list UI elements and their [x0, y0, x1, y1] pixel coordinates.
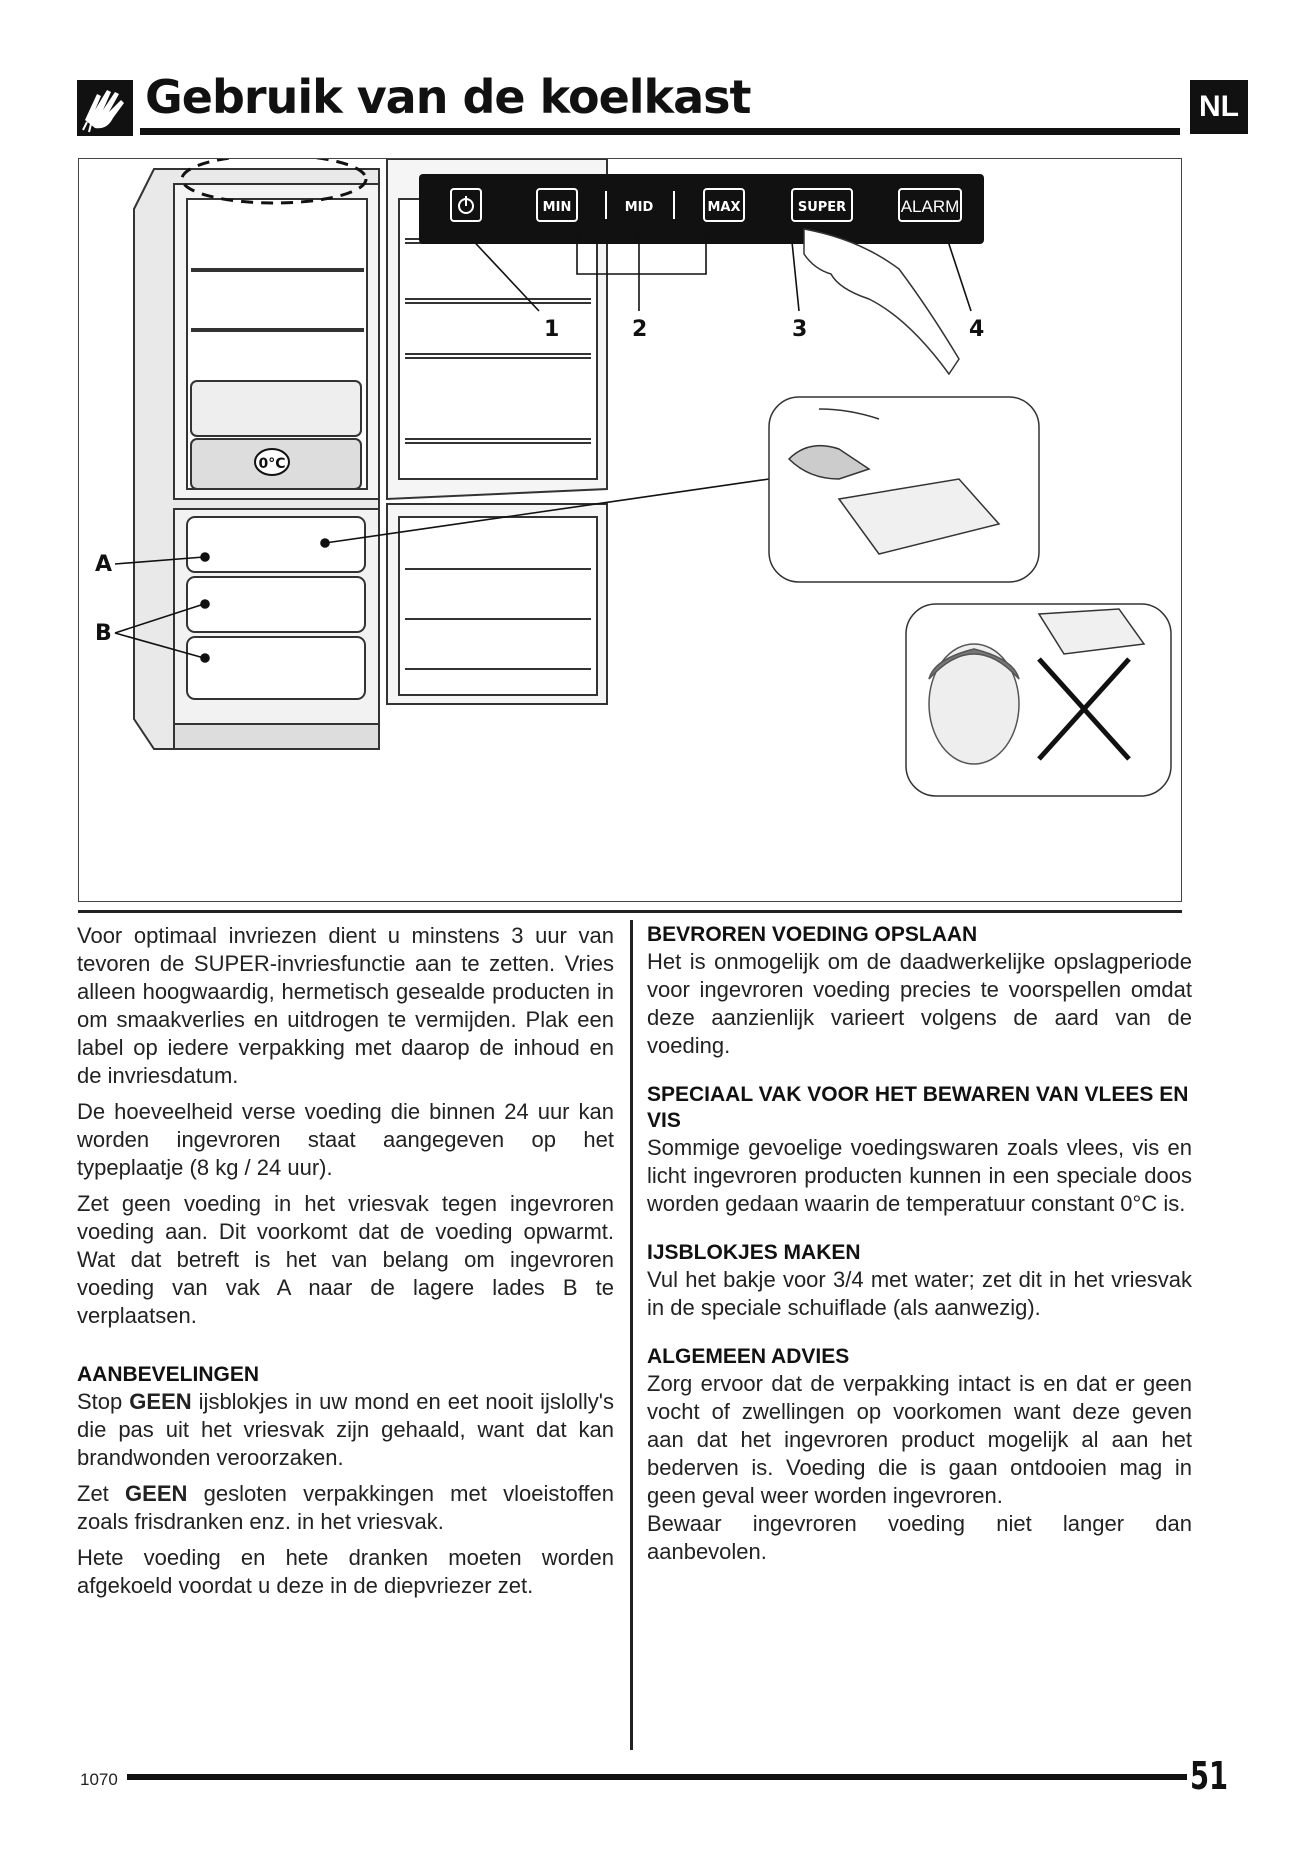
max-button-label: MAX [707, 200, 741, 215]
paragraph: Voor optimaal invriezen dient u minstens 3 uur van tevoren de SUPER-invriesfunctie aan te zetten. Vries alleen hoogwaardig, hermetisch gesealde producten in om smaakverlies en uitdrogen te vermijden. Plak een label op iedere verpakking met daarop de inhoud en de invriesdatum. [77, 923, 614, 1088]
section-heading: IJSBLOKJES MAKEN [647, 1241, 861, 1264]
min-button-label: MIN [542, 200, 572, 215]
zero-degree-label: 0°C [258, 456, 286, 472]
paragraph: Stop GEEN ijsblokjes in uw mond en eet nooit ijslolly's die pas uit het vriesvak zijn gehaald, want dat kan brandwonden veroorzaken. [77, 1389, 614, 1470]
fridge-illustration [78, 158, 1182, 902]
right-column [647, 922, 1192, 1588]
page-number: 51 [1190, 1754, 1229, 1798]
hand-pointing-icon [77, 80, 133, 136]
section-heading: ALGEMEEN ADVIES [647, 1345, 850, 1368]
callout-4: 4 [969, 317, 985, 342]
paragraph: Het is onmogelijk om de daadwerkelijke opslagperiode voor ingevroren voeding precies te voorspellen omdat deze aanzienlijk varieert volgens de aard van de voeding. [647, 949, 1192, 1058]
section-heading: BEVROREN VOEDING OPSLAAN [647, 923, 978, 946]
doc-code: 1070 [80, 1770, 118, 1789]
paragraph: Zet GEEN gesloten verpakkingen met vloeistoffen zoals frisdranken enz. in het vriesvak. [77, 1481, 614, 1534]
alarm-button-label: ALARM [900, 197, 960, 216]
label-a: A [95, 552, 113, 577]
paragraph: De hoeveelheid verse voeding die binnen 24 uur kan worden ingevroren staat aangegeven op het typeplaatje (8 kg / 24 uur). [77, 1099, 614, 1180]
footer-rule [127, 1774, 1187, 1780]
callout-3: 3 [792, 317, 808, 342]
section-heading: SPECIAAL VAK VOOR HET BEWAREN VAN VLEES EN VIS [647, 1083, 1189, 1132]
super-button-label: SUPER [797, 200, 847, 215]
paragraph: Vul het bakje voor 3/4 met water; zet dit in het vriesvak in de speciale schuiflade (als aanwezig). [647, 1267, 1192, 1320]
callout-2: 2 [632, 317, 648, 342]
child-icon [929, 644, 1019, 764]
title-underline [140, 128, 1180, 135]
paragraph: Zorg ervoor dat de verpakking intact is en dat er geen vocht of zwellingen op voorkomen want deze geven aan dat het ingevroren product mogelijk al aan het bederven is. Voeding die is gaan ontdooien mag in geen geval weer worden ingevroren. [647, 1371, 1192, 1508]
paragraph: Zet geen voeding in het vriesvak tegen ingevroren voeding aan. Dit voorkomt dat de voeding opwarmt. Wat dat betreft is het van belang om ingevroren voeding van vak A naar de lagere lades B te verplaatsen. [77, 1191, 614, 1328]
column-divider [630, 920, 633, 1750]
language-badge: NL [1190, 80, 1248, 134]
paragraph: Bewaar ingevroren voeding niet langer dan aanbevolen. [647, 1511, 1192, 1564]
left-column [77, 922, 614, 1608]
callout-1: 1 [544, 317, 560, 342]
section-heading: AANBEVELINGEN [77, 1363, 260, 1386]
hand-illustration [804, 229, 959, 374]
page-title: Gebruik van de koelkast [145, 70, 751, 124]
paragraph: Sommige gevoelige voedingswaren zoals vlees, vis en licht ingevroren producten kunnen in een speciale doos worden gedaan waarin de temperatuur constant 0°C is. [647, 1135, 1192, 1216]
section-divider [78, 910, 1182, 913]
paragraph: Hete voeding en hete dranken moeten worden afgekoeld voordat u deze in de diepvriezer zet. [77, 1545, 614, 1598]
mid-button-label: MID [624, 200, 654, 215]
label-b: B [95, 621, 112, 646]
